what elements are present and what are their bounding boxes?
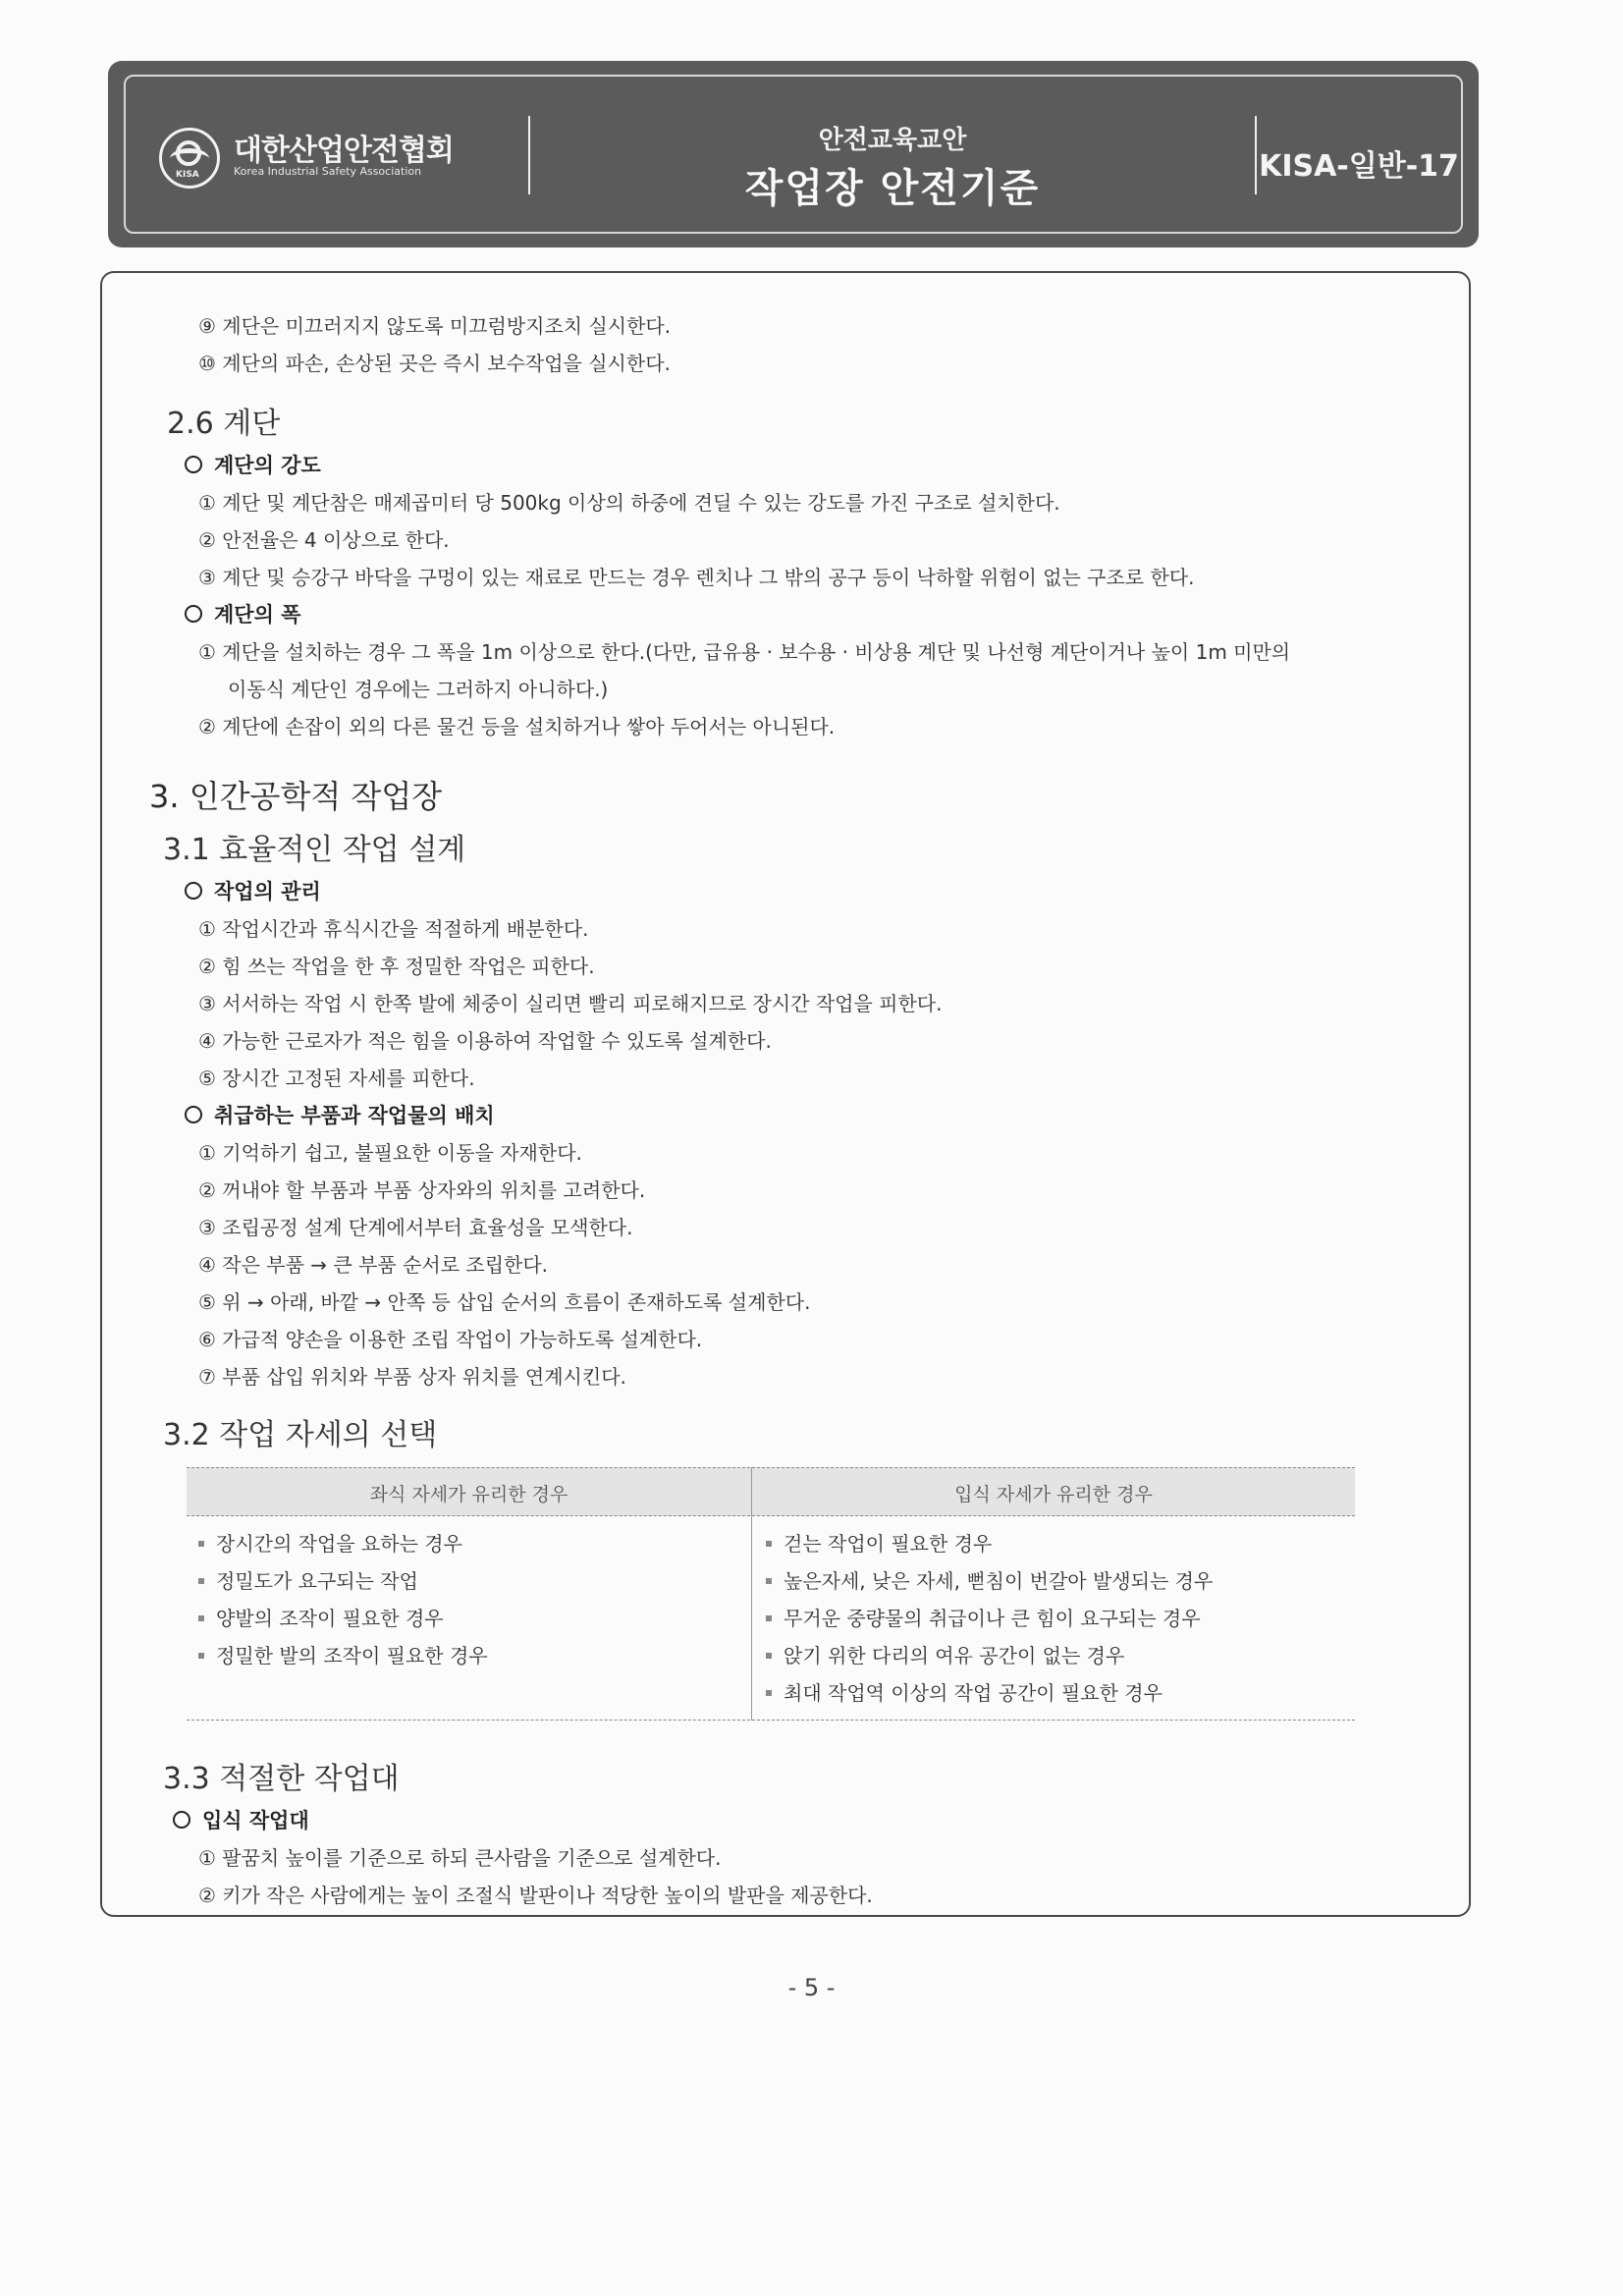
subsection-title xyxy=(185,450,321,479)
subsection-label: 계단의 강도 xyxy=(214,454,321,477)
circle-bullet-icon xyxy=(173,1811,190,1829)
table-header-row xyxy=(187,1467,1355,1516)
table-cell xyxy=(198,1565,418,1594)
page-number: - 5 - xyxy=(787,1974,836,2001)
doc-title: 작업장 안전기준 xyxy=(744,166,1041,211)
subsection-label: 작업의 관리 xyxy=(214,880,321,903)
list-item: ② 꺼내야 할 부품과 부품 상자와의 위치를 고려한다. xyxy=(198,1178,646,1202)
subsection-title xyxy=(185,1100,495,1129)
list-item: ③ 조립공정 설계 단계에서부터 효율성을 모색한다. xyxy=(198,1216,633,1239)
table-bottom-border xyxy=(187,1720,1355,1721)
subsection-label: 입식 작업대 xyxy=(202,1809,309,1832)
subsection-title xyxy=(173,1805,309,1834)
list-item: ② 힘 쓰는 작업을 한 후 정밀한 작업은 피한다. xyxy=(198,955,595,978)
list-item: ① 계단 및 계단참은 매제곱미터 당 500kg 이상의 하중에 견딜 수 있는 강도를 가진 구조로 설치한다. xyxy=(198,491,1060,515)
table-cell xyxy=(198,1603,444,1631)
list-item: ① 작업시간과 휴식시간을 적절하게 배분한다. xyxy=(198,917,589,941)
content-box xyxy=(100,271,1471,1917)
table-cell xyxy=(198,1640,488,1668)
cell-text: 정밀한 발의 조작이 필요한 경우 xyxy=(216,1644,488,1667)
table-cell xyxy=(198,1528,462,1557)
table-header-cell: 입식 자세가 유리한 경우 xyxy=(954,1484,1153,1505)
square-bullet-icon xyxy=(766,1541,772,1547)
list-item: ⑦ 부품 삽입 위치와 부품 상자 위치를 연계시킨다. xyxy=(198,1365,626,1389)
subsection-label: 취급하는 부품과 작업물의 배치 xyxy=(214,1104,495,1127)
org-logo xyxy=(159,120,513,198)
list-item: ③ 계단 및 승강구 바닥을 구멍이 있는 재료로 만드는 경우 렌치나 그 밖의 공구 등이 낙하할 위험이 없는 구조로 한다. xyxy=(198,566,1195,589)
header-frame xyxy=(124,75,1463,234)
section-heading-3-1: 3.1 효율적인 작업 설계 xyxy=(163,833,466,867)
list-item: ⑤ 장시간 고정된 자세를 피한다. xyxy=(198,1066,475,1090)
list-item: ③ 서서하는 작업 시 한쪽 발에 체중이 실리면 빨리 피로해지므로 장시간 작업을 피한다. xyxy=(198,992,943,1015)
table-header-cell: 좌식 자세가 유리한 경우 xyxy=(369,1484,568,1505)
list-item: ② 키가 작은 사람에게는 높이 조절식 발판이나 적당한 높이의 발판을 제공한다. xyxy=(198,1884,873,1907)
table-cell xyxy=(766,1640,1124,1668)
cell-text: 걷는 작업이 필요한 경우 xyxy=(784,1532,993,1556)
square-bullet-icon xyxy=(766,1615,772,1621)
doc-code: KISA-일반-17 xyxy=(1259,149,1459,184)
cell-text: 정밀도가 요구되는 작업 xyxy=(216,1569,418,1593)
square-bullet-icon xyxy=(198,1578,204,1584)
posture-table xyxy=(187,1467,1355,1721)
list-item: ④ 가능한 근로자가 적은 힘을 이용하여 작업할 수 있도록 설계한다. xyxy=(198,1029,772,1053)
cell-text: 앉기 위한 다리의 여유 공간이 없는 경우 xyxy=(784,1644,1125,1667)
square-bullet-icon xyxy=(198,1615,204,1621)
section-heading-3: 3. 인간공학적 작업장 xyxy=(149,778,443,815)
list-item: ⑩ 계단의 파손, 손상된 곳은 즉시 보수작업을 실시한다. xyxy=(198,352,671,375)
emblem-text: KISA xyxy=(176,170,199,180)
subsection-label: 계단의 폭 xyxy=(214,603,301,627)
square-bullet-icon xyxy=(198,1653,204,1659)
cell-text: 최대 작업역 이상의 작업 공간이 필요한 경우 xyxy=(784,1681,1163,1705)
kisa-emblem-icon xyxy=(159,128,220,189)
table-cell xyxy=(766,1565,1213,1594)
list-item: ① 계단을 설치하는 경우 그 폭을 1m 이상으로 한다.(다만, 급유용 · 보수용 · 비상용 계단 및 나선형 계단이거나 높이 1m 미만의 xyxy=(198,640,1291,664)
list-item: ④ 작은 부품 → 큰 부품 순서로 조립한다. xyxy=(198,1253,549,1277)
list-item: ① 팔꿈치 높이를 기준으로 하되 큰사람을 기준으로 설계한다. xyxy=(198,1846,722,1870)
cell-text: 장시간의 작업을 요하는 경우 xyxy=(216,1532,462,1556)
square-bullet-icon xyxy=(766,1690,772,1696)
section-heading-3-2: 3.2 작업 자세의 선택 xyxy=(163,1418,438,1452)
circle-bullet-icon xyxy=(185,1106,202,1123)
subsection-title xyxy=(185,876,321,905)
cell-text: 높은자세, 낮은 자세, 뻗침이 번갈아 발생되는 경우 xyxy=(784,1569,1214,1593)
list-item-continued: 이동식 계단인 경우에는 그러하지 아니하다.) xyxy=(228,678,609,701)
square-bullet-icon xyxy=(766,1653,772,1659)
list-item: ⑥ 가급적 양손을 이용한 조립 작업이 가능하도록 설계한다. xyxy=(198,1328,703,1351)
org-name: 대한산업안전협회 xyxy=(234,134,454,168)
list-item: ⑤ 위 → 아래, 바깥 → 안쪽 등 삽입 순서의 흐름이 존재하도록 설계한다. xyxy=(198,1290,811,1314)
subsection-title xyxy=(185,599,300,629)
section-heading-2-6: 2.6 계단 xyxy=(167,407,281,441)
table-cell xyxy=(766,1677,1163,1706)
section-heading-3-3: 3.3 적절한 작업대 xyxy=(163,1762,400,1796)
circle-bullet-icon xyxy=(185,456,202,473)
doc-subtitle: 안전교육교안 xyxy=(818,126,967,155)
list-item: ② 안전율은 4 이상으로 한다. xyxy=(198,528,450,552)
list-item: ⑨ 계단은 미끄러지지 않도록 미끄럼방지조치 실시한다. xyxy=(198,314,672,338)
table-cell xyxy=(766,1603,1201,1631)
document-header xyxy=(108,61,1479,247)
table-column-divider xyxy=(751,1467,752,1721)
table-cell xyxy=(766,1528,992,1557)
cell-text: 무거운 중량물의 취급이나 큰 힘이 요구되는 경우 xyxy=(784,1607,1201,1630)
list-item: ② 계단에 손잡이 외의 다른 물건 등을 설치하거나 쌓아 두어서는 아니된다. xyxy=(198,715,836,738)
org-name-en: Korea Industrial Safety Association xyxy=(234,165,422,178)
circle-bullet-icon xyxy=(185,605,202,623)
cell-text: 양발의 조작이 필요한 경우 xyxy=(216,1607,444,1630)
circle-bullet-icon xyxy=(185,882,202,900)
square-bullet-icon xyxy=(198,1541,204,1547)
list-item: ① 기억하기 쉽고, 불필요한 이동을 자재한다. xyxy=(198,1141,582,1165)
square-bullet-icon xyxy=(766,1578,772,1584)
